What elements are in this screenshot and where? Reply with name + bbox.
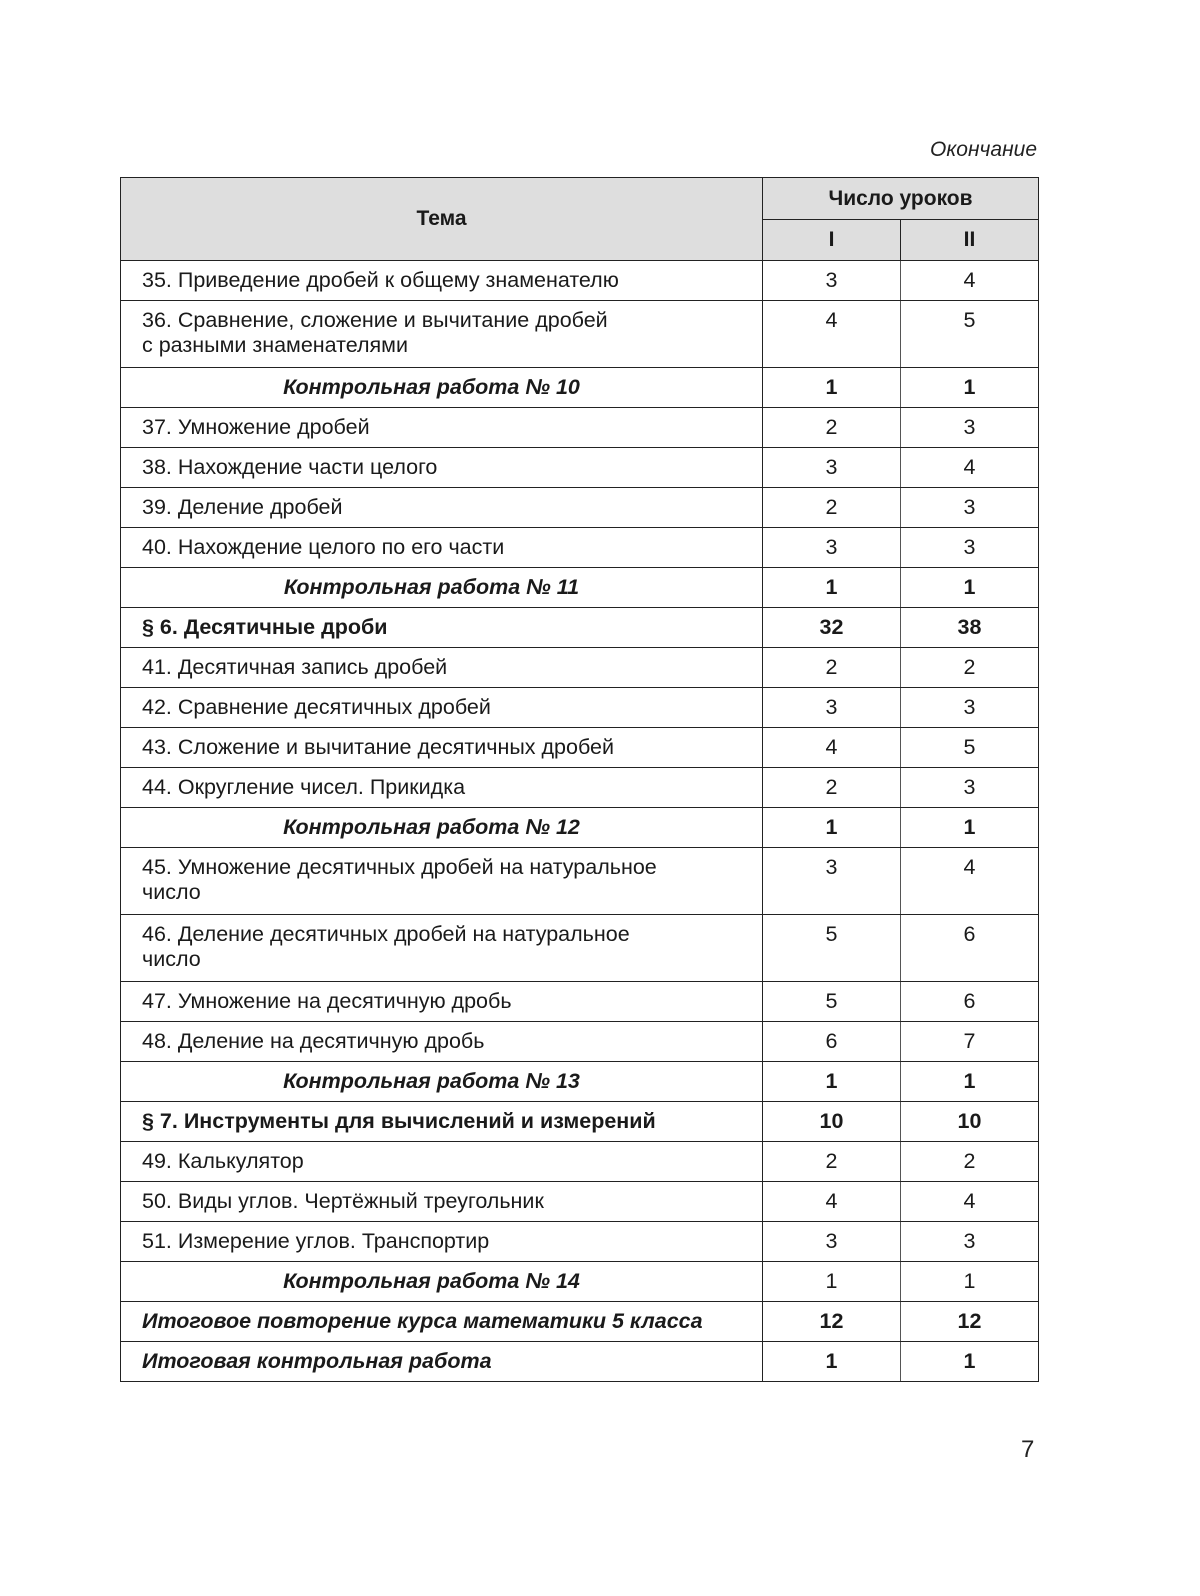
topic-text: 50. Виды углов. Чертёжный треугольник <box>142 1189 544 1213</box>
page-number: 7 <box>1021 1436 1035 1463</box>
topic-text: Контрольная работа № 13 <box>283 1069 580 1093</box>
topic-cell <box>121 408 763 448</box>
table-row <box>121 982 1039 1022</box>
topic-text: § 7. Инструменты для вычислений и измерений <box>142 1109 656 1133</box>
topic-text: Итоговое повторение курса математики 5 класса <box>142 1309 703 1333</box>
lessons-table <box>120 177 1039 1382</box>
lessons-variant-1: 10 <box>763 1102 901 1142</box>
topic-text: Итоговая контрольная работа <box>142 1349 492 1373</box>
lessons-variant-1: 3 <box>763 1222 901 1262</box>
lessons-variant-1: 5 <box>763 915 901 982</box>
lessons-variant-2: 3 <box>901 1222 1039 1262</box>
lessons-variant-1: 2 <box>763 408 901 448</box>
table-row <box>121 408 1039 448</box>
topic-text: 48. Деление на десятичную дробь <box>142 1029 485 1053</box>
topic-text: § 6. Десятичные дроби <box>142 615 388 639</box>
topic-cell <box>121 648 763 688</box>
table-row <box>121 808 1039 848</box>
lessons-variant-1: 1 <box>763 1262 901 1302</box>
header-variant-1: I <box>763 220 901 261</box>
topic-cell <box>121 608 763 648</box>
lessons-variant-2: 5 <box>901 728 1039 768</box>
topic-text: Контрольная работа № 12 <box>283 815 580 839</box>
topic-text-continued: число <box>142 947 201 971</box>
topic-text: 46. Деление десятичных дробей на натуральное <box>142 922 630 946</box>
topic-text: 45. Умножение десятичных дробей на натуральное <box>142 855 657 879</box>
table-row <box>121 568 1039 608</box>
table-row <box>121 688 1039 728</box>
topic-cell <box>121 301 763 368</box>
table-row <box>121 728 1039 768</box>
topic-cell <box>121 448 763 488</box>
lessons-variant-2: 5 <box>901 301 1039 368</box>
lessons-variant-1: 1 <box>763 1062 901 1102</box>
topic-text: 36. Сравнение, сложение и вычитание дробей <box>142 308 608 332</box>
header-variant-2: II <box>901 220 1039 261</box>
topic-cell <box>121 1102 763 1142</box>
topic-text: Контрольная работа № 14 <box>283 1269 580 1293</box>
lessons-variant-2: 1 <box>901 1062 1039 1102</box>
topic-cell <box>121 1182 763 1222</box>
topic-text-continued: с разными знаменателями <box>142 333 408 357</box>
topic-cell <box>121 1062 763 1102</box>
lessons-variant-2: 38 <box>901 608 1039 648</box>
table-row <box>121 261 1039 301</box>
table-row <box>121 1022 1039 1062</box>
table-row <box>121 1342 1039 1382</box>
topic-cell <box>121 568 763 608</box>
topic-cell <box>121 728 763 768</box>
lessons-variant-2: 10 <box>901 1102 1039 1142</box>
lessons-variant-2: 1 <box>901 368 1039 408</box>
lessons-variant-1: 3 <box>763 448 901 488</box>
topic-cell <box>121 915 763 982</box>
topic-text: 37. Умножение дробей <box>142 415 370 439</box>
table-row <box>121 608 1039 648</box>
table-row <box>121 915 1039 982</box>
lessons-variant-2: 1 <box>901 1262 1039 1302</box>
topic-cell <box>121 688 763 728</box>
table-row <box>121 368 1039 408</box>
topic-cell <box>121 808 763 848</box>
lessons-variant-1: 3 <box>763 688 901 728</box>
lessons-variant-2: 1 <box>901 808 1039 848</box>
header-topic: Тема <box>121 178 763 261</box>
lessons-variant-1: 4 <box>763 728 901 768</box>
topic-text: Контрольная работа № 11 <box>283 575 580 599</box>
lessons-variant-2: 4 <box>901 261 1039 301</box>
topic-text: 47. Умножение на десятичную дробь <box>142 989 512 1013</box>
lessons-variant-1: 4 <box>763 1182 901 1222</box>
table-row <box>121 1302 1039 1342</box>
lessons-variant-1: 32 <box>763 608 901 648</box>
lessons-variant-2: 3 <box>901 768 1039 808</box>
table-header-row <box>121 178 1039 220</box>
lessons-variant-2: 2 <box>901 1142 1039 1182</box>
topic-cell <box>121 528 763 568</box>
topic-text-continued: число <box>142 880 201 904</box>
table-row <box>121 1262 1039 1302</box>
lessons-variant-1: 1 <box>763 568 901 608</box>
topic-text: 42. Сравнение десятичных дробей <box>142 695 491 719</box>
header-lessons-count: Число уроков <box>763 178 1039 220</box>
topic-cell <box>121 261 763 301</box>
table-row <box>121 848 1039 915</box>
lessons-variant-2: 6 <box>901 982 1039 1022</box>
topic-text: 43. Сложение и вычитание десятичных дробей <box>142 735 614 759</box>
lessons-variant-2: 1 <box>901 568 1039 608</box>
lessons-variant-1: 1 <box>763 1342 901 1382</box>
lessons-variant-2: 6 <box>901 915 1039 982</box>
table-row <box>121 648 1039 688</box>
lessons-variant-2: 1 <box>901 1342 1039 1382</box>
topic-text: 44. Округление чисел. Прикидка <box>142 775 466 799</box>
lessons-variant-1: 2 <box>763 768 901 808</box>
table-row <box>121 1062 1039 1102</box>
topic-cell <box>121 1262 763 1302</box>
topic-text: 35. Приведение дробей к общему знаменателю <box>142 268 619 292</box>
table-row <box>121 488 1039 528</box>
topic-cell <box>121 768 763 808</box>
topic-text: 38. Нахождение части целого <box>142 455 438 479</box>
lessons-variant-2: 12 <box>901 1302 1039 1342</box>
lessons-variant-1: 1 <box>763 368 901 408</box>
topic-text: 41. Десятичная запись дробей <box>142 655 448 679</box>
lessons-variant-2: 3 <box>901 688 1039 728</box>
topic-cell <box>121 1222 763 1262</box>
lessons-variant-1: 4 <box>763 301 901 368</box>
table-row <box>121 301 1039 368</box>
lessons-variant-2: 7 <box>901 1022 1039 1062</box>
lessons-variant-1: 1 <box>763 808 901 848</box>
topic-text: 39. Деление дробей <box>142 495 343 519</box>
topic-cell <box>121 848 763 915</box>
lessons-variant-1: 2 <box>763 648 901 688</box>
lessons-variant-2: 3 <box>901 528 1039 568</box>
lessons-variant-1: 12 <box>763 1302 901 1342</box>
table-row <box>121 1102 1039 1142</box>
lessons-variant-1: 2 <box>763 488 901 528</box>
lessons-variant-2: 3 <box>901 488 1039 528</box>
table-row <box>121 1142 1039 1182</box>
topic-cell <box>121 1342 763 1382</box>
topic-text: 49. Калькулятор <box>142 1149 304 1173</box>
lessons-variant-1: 6 <box>763 1022 901 1062</box>
lessons-variant-2: 4 <box>901 848 1039 915</box>
lessons-variant-2: 4 <box>901 448 1039 488</box>
continuation-caption: Окончание <box>930 138 1037 161</box>
table-row <box>121 1182 1039 1222</box>
topic-cell <box>121 368 763 408</box>
lessons-variant-2: 4 <box>901 1182 1039 1222</box>
lessons-variant-1: 3 <box>763 848 901 915</box>
topic-cell <box>121 488 763 528</box>
table-row <box>121 528 1039 568</box>
topic-text: 40. Нахождение целого по его части <box>142 535 505 559</box>
lessons-variant-2: 3 <box>901 408 1039 448</box>
table-row <box>121 1222 1039 1262</box>
lessons-variant-1: 5 <box>763 982 901 1022</box>
lessons-variant-2: 2 <box>901 648 1039 688</box>
topic-cell <box>121 982 763 1022</box>
topic-cell <box>121 1022 763 1062</box>
lessons-variant-1: 3 <box>763 528 901 568</box>
table-row <box>121 768 1039 808</box>
table-row <box>121 448 1039 488</box>
lessons-variant-1: 3 <box>763 261 901 301</box>
lessons-variant-1: 2 <box>763 1142 901 1182</box>
topic-cell <box>121 1142 763 1182</box>
topic-text: 51. Измерение углов. Транспортир <box>142 1229 490 1253</box>
topic-text: Контрольная работа № 10 <box>283 375 580 399</box>
topic-cell <box>121 1302 763 1342</box>
